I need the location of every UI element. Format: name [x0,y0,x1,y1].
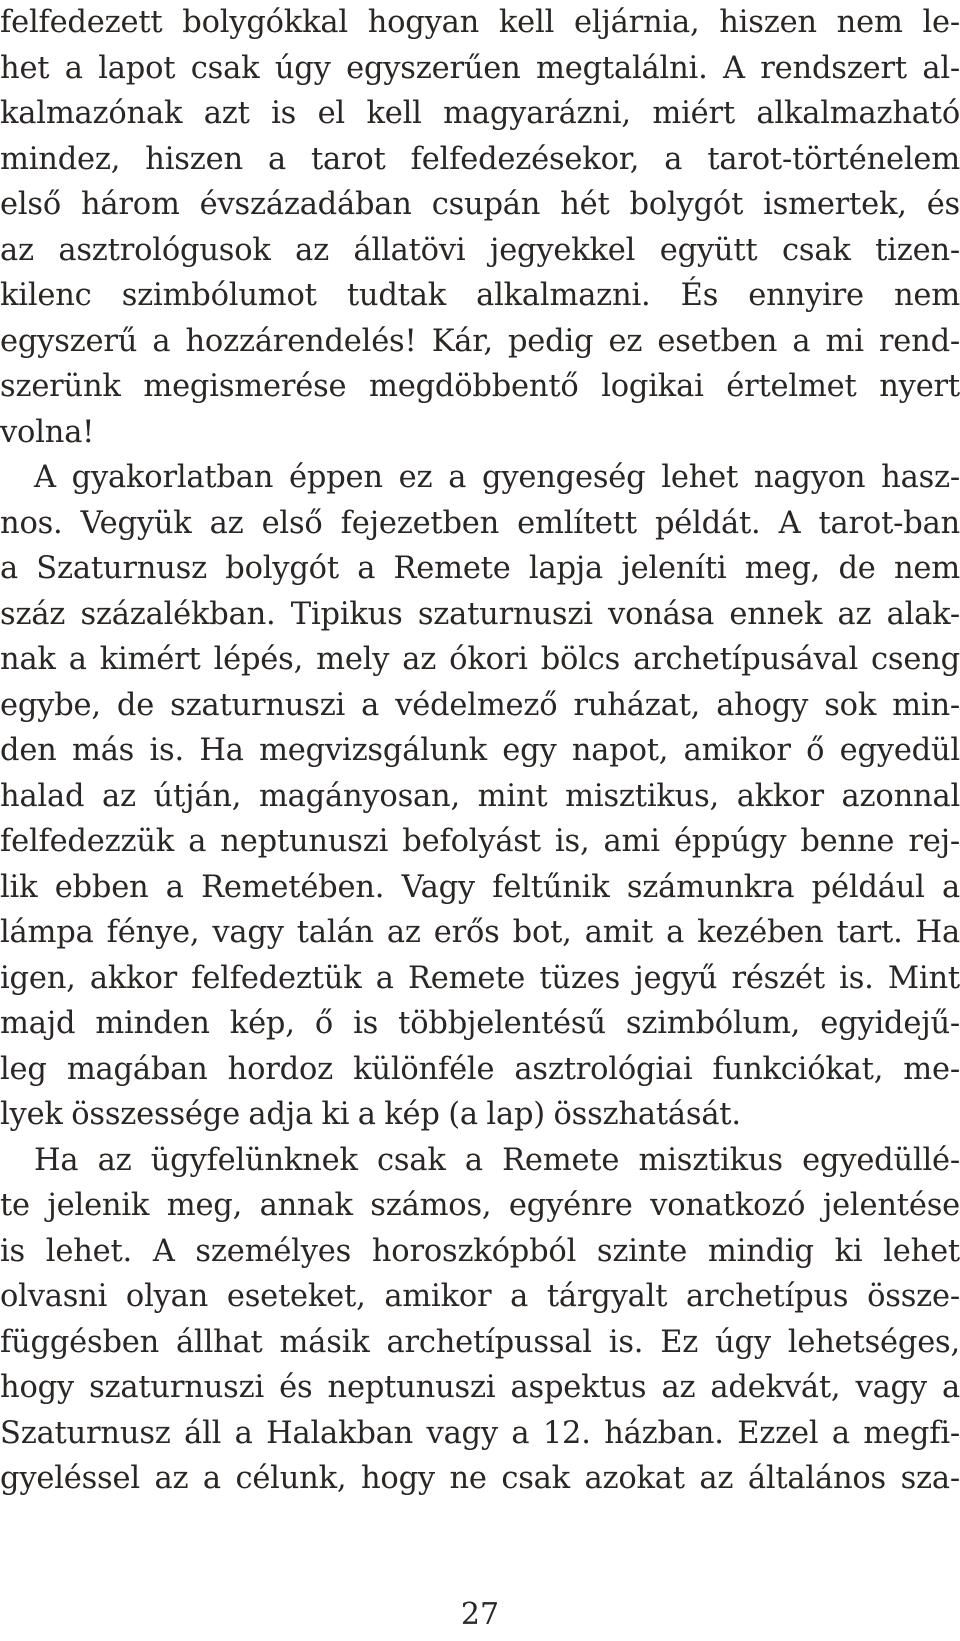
text-line: het a lapot csak úgy egyszerűen megtalálni. A rendszert al- [0,50,960,86]
text-line: leg magában hordoz különféle asztrológiai funkciókat, me- [0,1051,960,1087]
page-number: 27 [460,1597,500,1632]
text-line: volna! [0,414,95,450]
text-line: felfedezzük a neptunuszi befolyást is, ami éppúgy benne rej- [0,824,960,859]
text-line: lik ebben a Remetében. Vagy feltűnik számunkra például a [0,869,960,905]
text-line: egyszerű a hozzárendelés! Kár, pedig ez esetben a mi rend- [0,323,960,359]
text-line: Szaturnusz áll a Halakban vagy a 12. házban. Ezzel a megfi- [0,1415,960,1451]
text-line: kilenc szimbólumot tudtak alkalmazni. És ennyire nem [0,278,960,313]
text-line: Ha az ügyfelünknek csak a Remete misztikus egyedüllé- [34,1142,960,1178]
text-line: mindez, hiszen a tarot felfedezésekor, a tarot-történelem [0,141,960,177]
text-line: szerünk megismerése megdöbbentő logikai értelmet nyert [0,369,960,404]
text-line: den más is. Ha megvizsgálunk egy napot, amikor ő egyedül [0,733,960,768]
text-line: is lehet. A személyes horoszkópból szinte mindig ki lehet [0,1233,960,1269]
text-line: felfedezett bolygókkal hogyan kell eljárnia, hiszen nem le- [0,5,960,40]
text-line: olvasni olyan eseteket, amikor a tárgyalt archetípus össze- [0,1279,960,1314]
text-line: egybe, de szaturnuszi a védelmező ruházat, ahogy sok min- [0,687,960,723]
text-line: kalmazónak azt is el kell magyarázni, miért alkalmazható [0,96,960,131]
text-line: majd minden kép, ő is többjelentésű szimbólum, egyidejű- [0,1006,960,1041]
text-line: nos. Vegyük az első fejezetben említett példát. A tarot-ban [0,505,960,541]
text-line: igen, akkor felfedeztük a Remete tüzes jegyű részét is. Mint [0,960,960,996]
text-line: lyek összessége adja ki a kép (a lap) összhatását. [0,1097,741,1132]
text-line: lámpa fénye, vagy talán az erős bot, amit a kezében tart. Ha [0,915,960,950]
text-line: nak a kimért lépés, mely az ókori bölcs archetípusával cseng [0,642,960,677]
text-line: gyeléssel az a célunk, hogy ne csak azokat az általános sza- [0,1461,960,1496]
text-line: hogy szaturnuszi és neptunuszi aspektus az adekvát, vagy a [0,1370,960,1405]
text-line: függésben állhat másik archetípussal is. Ez úgy lehetséges, [0,1324,960,1360]
text-line: halad az útján, magányosan, mint misztikus, akkor azonnal [0,778,960,814]
text-line: a Szaturnusz bolygót a Remete lapja jeleníti meg, de nem [0,551,960,586]
text-line: az asztrológusok az állatövi jegyekkel együtt csak tizen- [0,232,960,268]
text-line: száz százalékban. Tipikus szaturnuszi vonása ennek az alak- [0,596,960,632]
text-line: A gyakorlatban éppen ez a gyengeség lehet nagyon hasz- [34,460,960,495]
text-line: te jelenik meg, annak számos, egyénre vonatkozó jelentése [0,1188,960,1223]
text-line: első három évszázadában csupán hét bolygót ismertek, és [0,187,960,222]
